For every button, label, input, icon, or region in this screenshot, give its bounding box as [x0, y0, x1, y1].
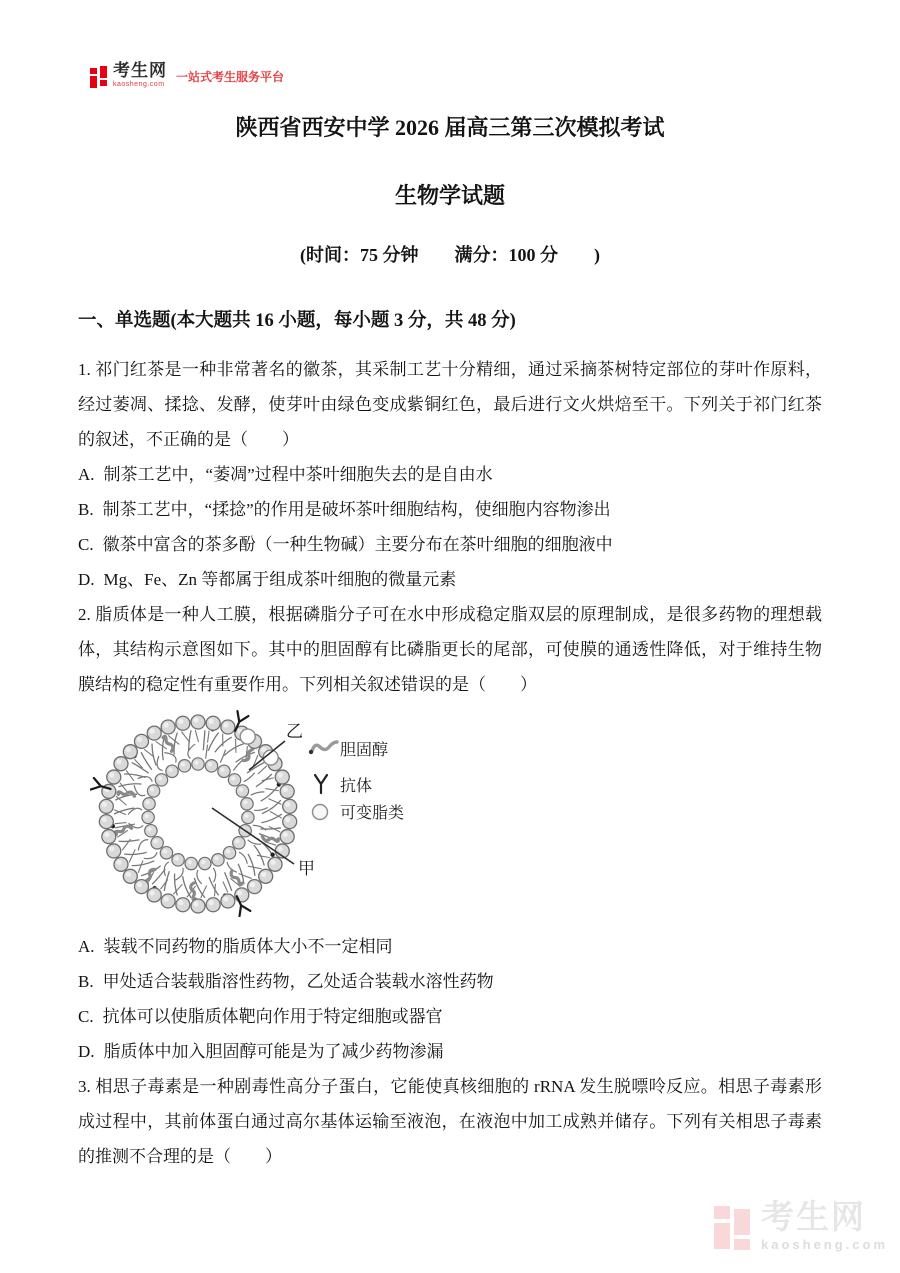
- kaosheng-watermark-icon: [714, 1203, 754, 1251]
- option-label: C.: [78, 535, 94, 554]
- watermark-brand-text: 考生网: [761, 1198, 866, 1235]
- kaosheng-logo-icon: [90, 66, 108, 88]
- legend-antibody-label: 抗体: [340, 778, 373, 795]
- watermark-domain-text: kaosheng.com: [761, 1237, 889, 1252]
- option-label: D.: [78, 570, 95, 589]
- label-jia: 甲: [298, 859, 315, 878]
- option-text: 甲处适合装载脂溶性药物，乙处适合装载水溶性药物: [102, 972, 494, 991]
- question-1-stem: 1. 祁门红茶是一种非常著名的徽茶，其采制工艺十分精细，通过采摘茶树特定部位的芽叶作原料，经过萎凋、揉捻、发酵，使芽叶由绿色变成紫铜红色，最后进行文火烘焙至干。下列关于祁门红茶的叙述，不正确的是（ ）: [78, 360, 822, 449]
- question-1-option-c: [78, 527, 822, 562]
- option-label: B.: [78, 972, 94, 991]
- liposome-diagram: [90, 704, 430, 919]
- option-text: 抗体可以使脂质体靶向作用于特定细胞或器官: [102, 1007, 443, 1026]
- label-yi: 乙: [286, 722, 303, 741]
- question-1-option-b: [78, 492, 822, 527]
- variable-lipid-icon: [313, 805, 328, 820]
- question-2-option-c: [78, 999, 822, 1034]
- question-2-option-a: [78, 929, 822, 964]
- exam-title: 陕西省西安中学 2026 届高三第三次模拟考试: [235, 115, 665, 140]
- option-text: 制茶工艺中，“萎凋”过程中茶叶细胞失去的是自由水: [103, 465, 493, 484]
- logo-brand-text: 考生网: [113, 61, 167, 80]
- logo-tagline: 一站式考生服务平台: [176, 70, 285, 84]
- cholesterol-icon: [312, 742, 337, 751]
- question-2-stem: 2. 脂质体是一种人工膜，根据磷脂分子可在水中形成稳定脂双层的原理制成，是很多药物的理想载体，其结构示意图如下。其中的胆固醇有比磷脂更长的尾部，可使膜的通透性降低，对于维持生物膜结构的稳定性有重要作用。下列相关叙述错误的是（ ）: [78, 605, 822, 694]
- option-label: A.: [78, 465, 95, 484]
- option-text: 装载不同药物的脂质体大小不一定相同: [103, 937, 393, 956]
- question-1-options: [78, 457, 822, 597]
- question-2-option-b: [78, 964, 822, 999]
- option-text: Mg、Fe、Zn 等都属于组成茶叶细胞的微量元素: [103, 570, 457, 589]
- option-label: B.: [78, 500, 94, 519]
- option-label: C.: [78, 1007, 94, 1026]
- liposome-figure-svg: [90, 704, 430, 919]
- option-text: 制茶工艺中，“揉捻”的作用是破坏茶叶细胞结构，使细胞内容物渗出: [102, 500, 611, 519]
- option-text: 脂质体中加入胆固醇可能是为了减少药物渗漏: [103, 1042, 444, 1061]
- kaosheng-watermark: [714, 1200, 888, 1252]
- legend-variable-lipid-label: 可变脂类: [340, 805, 405, 822]
- question-1-option-a: [78, 457, 822, 492]
- legend-cholesterol-label: 胆固醇: [340, 742, 389, 759]
- option-label: A.: [78, 937, 95, 956]
- question-3-stem: 3. 相思子毒素是一种剧毒性高分子蛋白，它能使真核细胞的 rRNA 发生脱嘌呤反应。相思子毒素形成过程中，其前体蛋白通过高尔基体运输至液泡，在液泡中加工成熟并储存。下列有关相思子毒素的推测不合理的是（ ）: [78, 1077, 822, 1166]
- cholesterol-icon-tip: [309, 750, 313, 754]
- exam-time-score-info: (时间：75 分钟 满分：100 分 ): [300, 245, 600, 265]
- antibody-icon: [315, 775, 327, 793]
- question-2-option-d: [78, 1034, 822, 1069]
- liposome-ring: [91, 711, 297, 916]
- option-label: D.: [78, 1042, 95, 1061]
- exam-subject-title: 生物学试题: [394, 183, 505, 208]
- option-text: 徽茶中富含的茶多酚（一种生物碱）主要分布在茶叶细胞的细胞液中: [102, 535, 613, 554]
- section-header: 一、单选题(本大题共 16 小题，每小题 3 分，共 48 分): [78, 311, 516, 331]
- question-2-options: [78, 929, 822, 1069]
- kaosheng-header-logo: [90, 62, 284, 88]
- figure-legend: [309, 741, 404, 822]
- question-1-option-d: [78, 562, 822, 597]
- logo-domain-text: kaosheng.com: [113, 81, 165, 88]
